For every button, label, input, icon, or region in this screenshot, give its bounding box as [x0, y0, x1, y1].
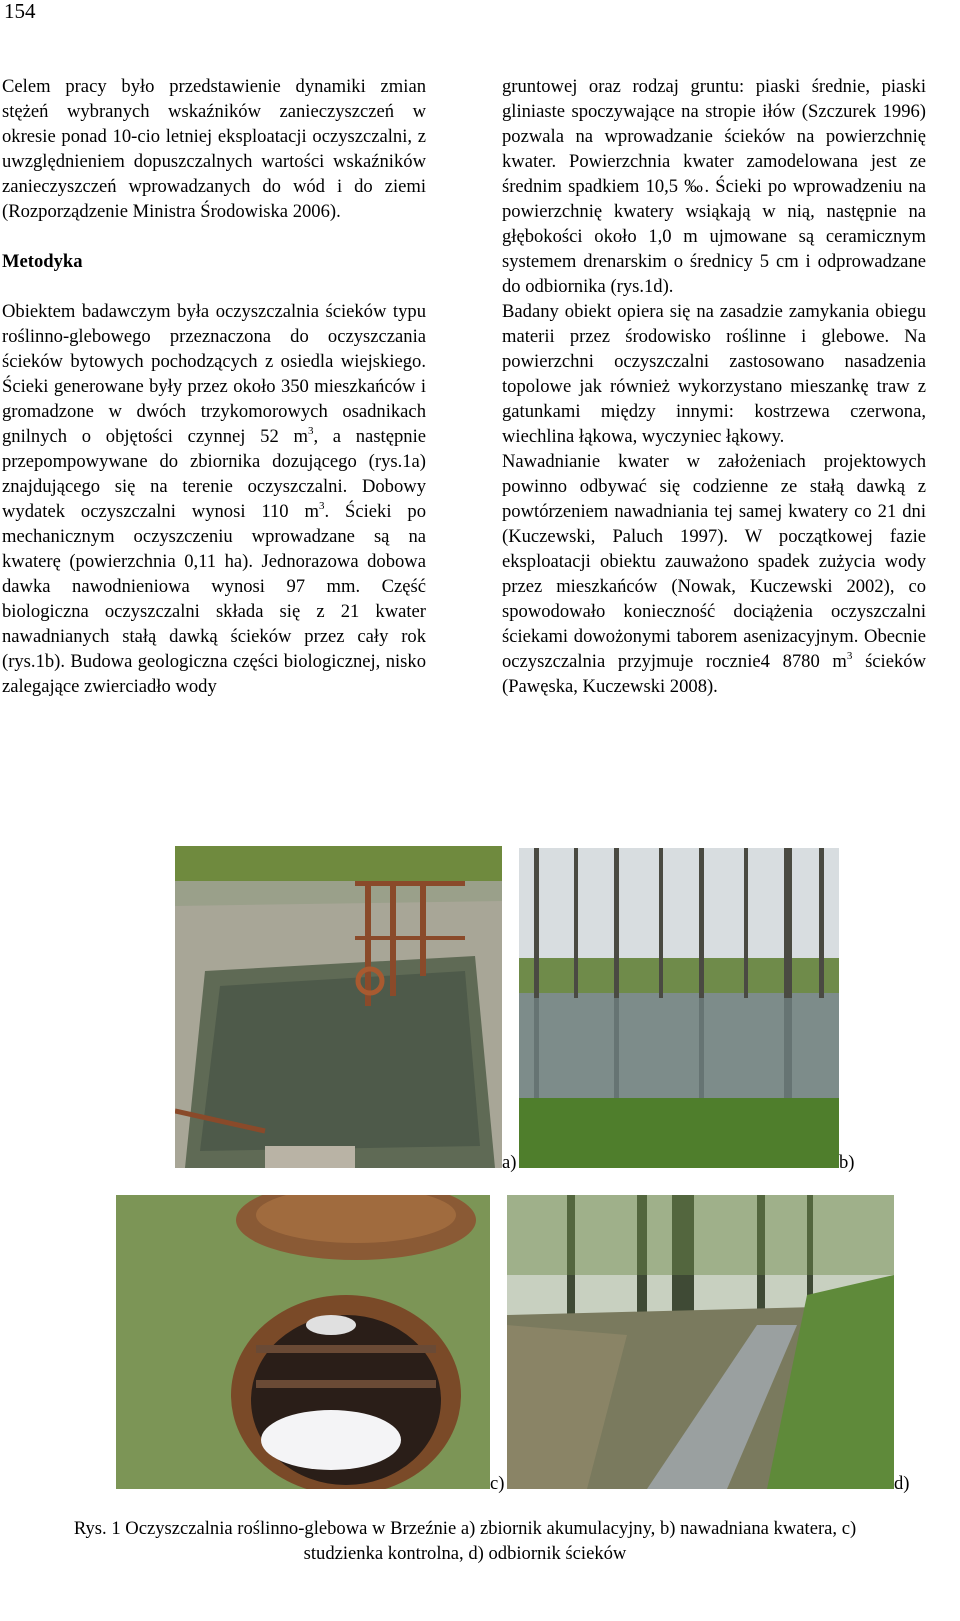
- label-d: d): [894, 1473, 910, 1494]
- photo-control-well: [116, 1195, 490, 1489]
- methods-paragraph: [2, 299, 426, 699]
- caption-line-2: studzienka kontrolna, d) odbiornik ścieków: [303, 1543, 627, 1564]
- superscript: 3: [846, 649, 853, 662]
- left-column: [2, 74, 426, 699]
- superscript: 3: [318, 499, 325, 512]
- photo-accumulation-tank: [175, 846, 502, 1168]
- section-heading: Metodyka: [2, 251, 83, 272]
- caption-line-1: Rys. 1 Oczyszczalnia roślinno-glebowa w Brzeźnie a) zbiornik akumulacyjny, b) nawadniana kwatera, c): [73, 1518, 857, 1539]
- page-number: 154: [4, 0, 36, 23]
- intro-paragraph: Celem pracy było przedstawienie dynamiki zmian stężeń wybranych wskaźników zanieczyszczeń w okresie ponad 10-cio letniej eksploatacji oczyszczalni, z uwzględnieniem dopuszczalnych wartości wskaźników zanieczyszczeń wprowadzanych do wód i do ziemi (Rozporządzenie Ministra Środowiska 2006).: [2, 76, 426, 222]
- superscript: 3: [307, 424, 314, 437]
- vegetation-paragraph: Badany obiekt opiera się na zasadzie zamykania obiegu materii przez środowisko roślinne i glebowe. Na powierzchni oczyszczalni zastosowano nasadzenia topolowe jak również wykorzystano mieszankę traw z gatunkami między innymi: kostrzewa czerwona, wiechlina łąkowa, wyczyniec łąkowy.: [502, 301, 926, 447]
- photo-receiving-ditch: [507, 1195, 894, 1489]
- label-b: b): [839, 1152, 855, 1173]
- label-a: a): [502, 1152, 517, 1173]
- photo-irrigated-plot: [519, 848, 839, 1168]
- figure-caption: [0, 1516, 930, 1566]
- methods-text-c: . Ścieki po mechanicznym oczyszczeniu wprowadzane są na kwaterę (powierzchnia 0,11 ha). Jednorazowa dobowa dawka nawodnieniowa wynosi 97 mm. Część biologiczna oczyszczalni składa się z 21 kwater nawadnianych stałą dawką ścieków przez cały rok (rys.1b). Budowa geologiczna części biologicznej, nisko zalegające zwierciadło wody: [2, 501, 426, 697]
- methods-text-a: Obiektem badawczym była oczyszczalnia ścieków typu roślinno-glebowego przeznaczona do oczyszczania ścieków bytowych pochodzących z osiedla wiejskiego. Ścieki generowane były przez około 350 mieszkańców i gromadzone w dwóch trzykomorowych osadnikach gnilnych o objętości czynnej 52 m: [2, 301, 426, 447]
- right-column: [502, 74, 926, 699]
- soil-paragraph: gruntowej oraz rodzaj gruntu: piaski średnie, piaski gliniaste spoczywające na stropie iłów (Szczurek 1996) pozwala na wprowadzanie ścieków na powierzchnię kwater. Powierzchnia kwater zamodelowana jest ze średnim spadkiem 10,5 ‰. Ścieki po wprowadzeniu na powierzchnię kwatery wsiąkają w nią, następnie na głębokości około 1,0 m ujmowane są ceramicznym systemem drenarskim o średnicy 5 cm i odprowadzane do odbiornika (rys.1d).: [502, 76, 926, 297]
- methods-text-b: , a następnie przepompowywane do zbiornika dozującego (rys.1a) znajdującego się na terenie oczyszczalni. Dobowy wydatek oczyszczalni wynosi 110 m: [2, 426, 426, 522]
- irrigation-paragraph: [502, 449, 926, 699]
- label-c: c): [490, 1473, 505, 1494]
- irrigation-text-b: ścieków (Pawęska, Kuczewski 2008).: [502, 651, 926, 697]
- irrigation-text-a: Nawadnianie kwater w założeniach projektowych powinno odbywać się codzienne ze stałą dawką z powtórzeniem nawadniania tej samej kwatery co 21 dni (Kuczewski, Paluch 1997). W początkowej fazie eksploatacji obiektu zauważono spadek zużycia wody przez mieszkańców (Nowak, Kuczewski 2002), co spowodowało konieczność dociążenia oczyszczalni ściekami dowożonymi taborem asenizacyjnym. Obecnie oczyszczalnia przyjmuje rocznie4 8780 m: [502, 451, 926, 672]
